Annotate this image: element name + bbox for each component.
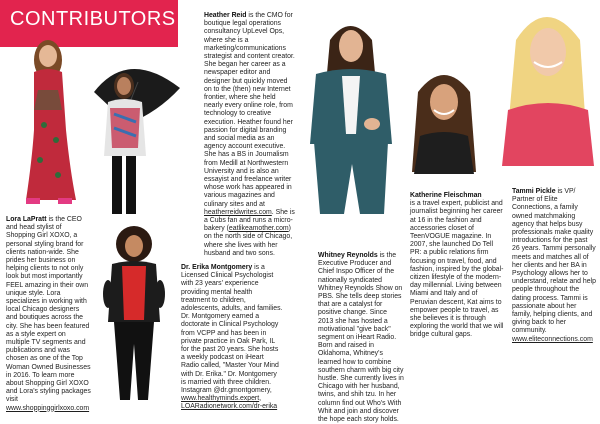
- bio-text: is the CEO and head stylist of Shopping Girl XOXO, a personal styling brand for clients nation-wide. She prides her business on helping clients to not only look but most importantly FEEL amazing in their own unique style. Lora specializes in working with local Chicago designers and boutiques across the city. She has been featured as a style expert on multiple TV segments and publications and was chosen as one of the Top Woman Owned Businesses in 2016. To learn more about Shopping Girl XOXO and Lora's styling packages visit: [6, 216, 91, 404]
- website-link[interactable]: www.eliteconnections.com: [512, 335, 593, 343]
- bio-lora-lapratt: [6, 216, 91, 413]
- bio-tammi-pickle: [512, 188, 596, 344]
- photo-tammi-pickle: [494, 0, 600, 166]
- photo-contributor-umbrella: [88, 52, 183, 222]
- website-link[interactable]: eatlikeamother.com: [228, 225, 289, 233]
- bio-text: . She is a Cubs fan and runs a micro-bakery (: [204, 208, 295, 233]
- website-link[interactable]: LOARadionetwork.com/dr-erika: [181, 403, 278, 411]
- bio-text: is a Licensed Clinical Psychologist with 23 years' experience providing mental health treatment to children, adolescents, adults, and families. Dr. Montgomery earned a doctorate in Clinical Psychology from VCPP and has been in private practice in Oak Park, IL for the past 20 years. She hosts a weekly podcast on iHeart Radio called, "Master Your Mind with Dr. Erika." Dr. Montgomery is married with three children. Instagram @dr.gmontgomery,: [181, 264, 283, 395]
- bio-erika-montgomery: [181, 264, 283, 412]
- bio-whitney-reynolds: [318, 252, 404, 424]
- bio-name: Katherine Fleischman: [410, 192, 482, 199]
- bio-text: is a travel expert, publicist and journalist beginning her career at 16 in the fashion and accessories closet of TeenVOGUE magazine. In 2007, she launched Do Tell PR: a public relations firm focusing on travel, food, and fashion, inspired by the global-citizen lifestyle of the modern-day millennial. Living between Miami and Italy and of Peruvian descent, Kat aims to empower people to travel, as she believes it is through exploring the world that we will bridge cultural gaps.: [410, 200, 504, 339]
- bio-text: is the Executive Producer and Chief Inspo Officer of the nationally syndicated Whitney Reynolds Show on PBS. She tells deep stories that are a catalyst for positive change. Since 2013 she has hosted a motivational "give back" segment on iHeart Radio. Born and raised in Oklahoma, Whitney's learned how to combine southern charm with big city hustle. She currently lives in Chicago with her husband, twins, and shih tzu. In her column find out Who's With Whit and join and discover the hope each story holds.: [318, 252, 404, 424]
- bio-name: Heather Reid: [204, 12, 247, 19]
- bio-name: Tammi Pickle: [512, 188, 556, 195]
- bio-name: Whitney Reynolds: [318, 252, 378, 259]
- bio-heather-reid: [204, 12, 296, 258]
- photo-whitney-reynolds: [296, 14, 406, 214]
- photo-katherine-fleischman: [404, 62, 484, 174]
- bio-text: is the CMO for boutique legal operations consultancy UpLevel Ops, where she is a marketing/communications strategist and content creator. She began her career as a newspaper editor and designer but quickly moved on to the (then) new Internet frontier, where she held nearly every online role, from technology to creative execution. Heather found her passion for digital branding and social media as an agency account executive. She has a BS in Journalism from Medill at Northwestern University and is also an essayist and freelance writer whose work has appeared in various magazines and culinary sites and at: [204, 12, 295, 208]
- website-link[interactable]: www.healthyminds.expert: [181, 395, 260, 403]
- website-link[interactable]: www.shoppinggirlxoxo.com: [6, 404, 90, 412]
- bio-text: ,: [259, 395, 262, 403]
- photo-lora-lapratt: [18, 30, 86, 212]
- bio-text: ) on the north side of Chicago, where she lives with her husband and two sons.: [204, 225, 293, 257]
- bio-name: Dr. Erika Montgomery: [181, 264, 253, 271]
- bio-name: Lora LaPratt: [6, 216, 47, 223]
- page-title: CONTRIBUTORS: [10, 8, 176, 30]
- bio-text: is VP/ Partner of Elite Connections, a family owned matchmaking agency that helps busy professionals make quality introductions for the past 26 years. Tammi personally meets and matches all of her clients and her BA in Psychology allows her to understand, relate and help people throughout the dating process. Tammi is passionate about her family, helping clients, and giving back to her community.: [512, 188, 596, 335]
- photo-erika-montgomery: [90, 224, 178, 410]
- bio-katherine-fleischman: [410, 192, 504, 340]
- website-link[interactable]: heatherreidwrites.com: [204, 208, 272, 216]
